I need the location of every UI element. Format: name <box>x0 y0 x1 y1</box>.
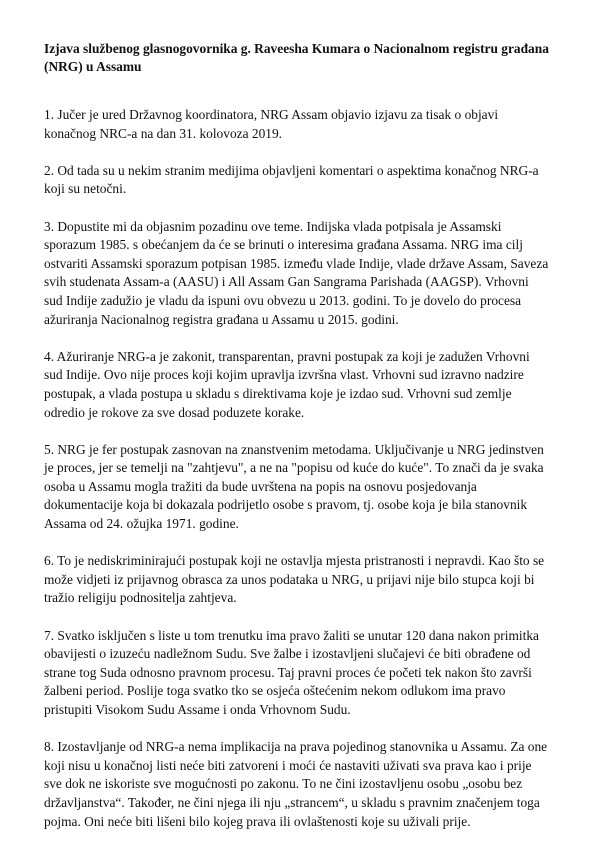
paragraph-line: 6. To je nediskriminirajući postupak koji ne ostavlja mjesta pristranosti i nepravdi. Kao što se <box>44 553 545 569</box>
paragraph-line: sud Indije. Ovo nije proces koji kojim upravlja izvršna vlast. Vrhovni sud izravno nadzire <box>44 367 524 383</box>
paragraph-line: ažuriranja Nacionalnog registra građana u Assamu u 2015. godini. <box>44 311 399 327</box>
paragraph-line: koji nisu u konačnoj listi neće biti zatvoreni i moći će nastaviti uživati sva prava kao i prije <box>44 757 532 773</box>
document-title <box>44 40 572 76</box>
title-line: (NRG) u Assamu <box>44 59 142 74</box>
paragraph-line: je proces, jer se temelji na "zahtjevu", a ne na "popisu od kuće do kuće". To znači da je svaka <box>44 460 544 476</box>
paragraph-line: konačnog NRC-a na dan 31. kolovoza 2019. <box>44 125 283 141</box>
paragraph-line: žalbeni period. Poslije toga svatko tko se osjeća oštećenim nekom odlukom ima pravo <box>44 683 506 699</box>
paragraph-line: 7. Svatko isključen s liste u tom trenutku ima pravo žaliti se unutar 120 dana nakon primitka <box>44 627 539 643</box>
paragraph-line: sporazum 1985. s obećanjem da će se brinuti o interesima građana Assama. NRG ima cilj <box>44 237 523 253</box>
paragraph-line: sud Indije zadužio je vladu da ispuni ovu obvezu u 2013. godini. To je dovelo do procesa <box>44 292 522 308</box>
paragraph-5 <box>44 441 572 534</box>
paragraph-line: 2. Od tada su u nekim stranim medijima objavljeni komentari o aspektima konačnog NRG-a <box>44 162 539 178</box>
paragraph-1 <box>44 106 572 143</box>
paragraph-line: 1. Jučer je ured Državnog koordinatora, NRG Assam objavio izjavu za tisak o objavi <box>44 107 499 122</box>
paragraph-line: 5. NRG je fer postupak zasnovan na znanstvenim metodama. Uključivanje u NRG jedinstven <box>44 441 544 457</box>
paragraph-7 <box>44 627 572 720</box>
paragraph-line: sve dok ne iskoriste sve mogućnosti po zakonu. To ne čini izostavljenu osobu „osobu bez <box>44 776 523 792</box>
paragraph-line: 8. Izostavljanje od NRG-a nema implikacija na prava pojedinog stanovnika u Assamu. Za one <box>44 739 548 755</box>
paragraph-line: 4. Ažuriranje NRG-a je zakonit, transparentan, pravni postupak za koji je zadužen Vrhovni <box>44 348 530 364</box>
paragraph-line: obavijesti o izuzeću nadležnom Sudu. Sve žalbe i izostavljeni slučajevi će biti obrađene od <box>44 646 531 662</box>
paragraph-line: pojma. Oni neće biti lišeni bilo kojeg prava ili ovlaštenosti koje su uživali prije. <box>44 813 471 829</box>
paragraph-line: tražio religiju podnositelja zahtjeva. <box>44 590 237 606</box>
document-page <box>44 40 572 850</box>
paragraph-line: osoba u Assamu mogla tražiti da bude uvrštena na popis na osnovu posjedovanja <box>44 478 477 494</box>
paragraph-6 <box>44 552 572 608</box>
paragraph-line: svih studenata Assam-a (AASU) i All Assam Gan Sangrama Parishada (AAGSP). Vrhovni <box>44 274 529 290</box>
paragraph-line: može vidjeti iz prijavnog obrasca za unos podataka u NRG, u prijavi nije bilo stupca koji bi <box>44 571 535 587</box>
paragraph-line: 3. Dopustite mi da objasnim pozadinu ove teme. Indijska vlada potpisala je Assamski <box>44 218 502 234</box>
paragraph-line: pristupiti Visokom Sudu Assame i onda Vrhovnom Sudu. <box>44 702 351 717</box>
paragraph-2 <box>44 162 572 199</box>
paragraph-line: koji su netočni. <box>44 181 127 197</box>
paragraph-line: Assama od 24. ožujka 1971. godine. <box>44 516 239 532</box>
paragraph-line: ostvariti Assamski sporazum potpisan 1985. između vlade Indije, vlade države Assam, Saveza <box>44 255 549 271</box>
paragraph-3 <box>44 218 572 330</box>
paragraph-8 <box>44 738 572 831</box>
title-line: Izjava službenog glasnogovornika g. Raveesha Kumara o Nacionalnom registru građana <box>44 41 549 56</box>
paragraph-4 <box>44 348 572 422</box>
paragraph-line: državljanstva“. Također, ne čini njega ili nju „strancem“, u skladu s pravnim značenjem toga <box>44 794 540 810</box>
paragraph-line: postupak, a vlada postupa u skladu s direktivama koje je izdao sud. Vrhovni sud zemlje <box>44 385 512 401</box>
paragraph-line: odredio je rokove za sve dosad poduzete korake. <box>44 404 305 420</box>
paragraph-line: dokumentacije koja bi dokazala podrijetlo osobe s pravom, tj. osobe koja je bila stanovnik <box>44 497 528 513</box>
paragraph-line: strane tog Suda odnosno pravnom procesu. Taj pravni proces će početi tek nakon što završi <box>44 664 532 680</box>
